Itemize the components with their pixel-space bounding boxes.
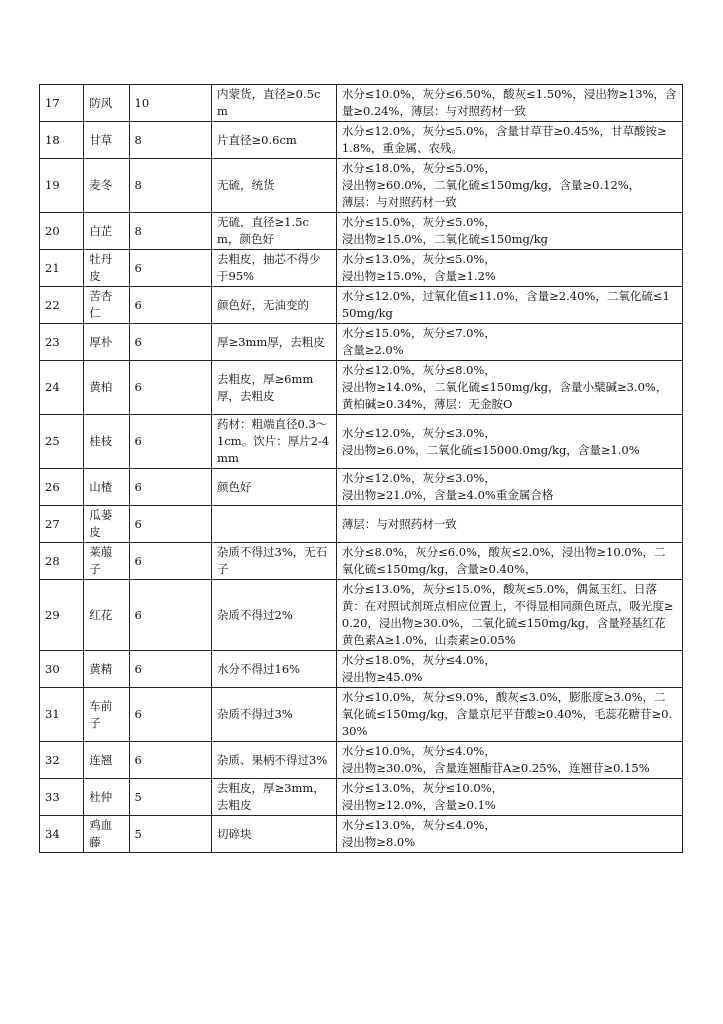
quality-standard-line: 水分≤13.0%，灰分≤5.0%， [341, 252, 496, 266]
table-row [40, 250, 683, 287]
row-number-cell: 23 [40, 324, 84, 361]
grade-cell: 6 [129, 415, 212, 469]
herb-name-cell: 黄精 [84, 651, 129, 688]
herb-spec-table-body [40, 85, 683, 853]
herb-name-cell: 黄柏 [84, 361, 129, 415]
herb-name-cell: 桂枝 [84, 415, 129, 469]
table-row [40, 742, 683, 779]
row-number-cell: 25 [40, 415, 84, 469]
table-row [40, 213, 683, 250]
spec-requirement-cell: 厚≥3mm厚，去粗皮 [212, 324, 337, 361]
row-number-cell: 26 [40, 469, 84, 506]
table-row [40, 688, 683, 742]
spec-requirement-cell: 无硫，直径≥1.5cm，颜色好 [212, 213, 337, 250]
grade-cell: 6 [129, 324, 212, 361]
grade-cell: 6 [129, 651, 212, 688]
table-row [40, 85, 683, 122]
quality-standard-cell [336, 415, 682, 469]
quality-standard-line: 含量≥2.0% [341, 343, 404, 357]
quality-standard-cell [336, 287, 682, 324]
quality-standard-line: 水分≤18.0%，灰分≤5.0%， [341, 161, 496, 175]
table-row [40, 651, 683, 688]
quality-standard-line: 水分≤10.0%，灰分≤9.0%，酸灰≤3.0%，膨胀度≥3.0%，二氧化硫≤150mg/kg，含量京尼平苷酸≥0.40%，毛蕊花糖苷≥0.30% [341, 690, 673, 738]
grade-cell: 6 [129, 469, 212, 506]
row-number-cell: 17 [40, 85, 84, 122]
spec-requirement-cell: 水分不得过16% [212, 651, 337, 688]
quality-standard-line: 浸出物≥15.0%，含量≥1.2% [341, 269, 496, 283]
herb-name-cell: 红花 [84, 580, 129, 651]
quality-standard-cell [336, 816, 682, 853]
grade-cell: 6 [129, 287, 212, 324]
quality-standard-cell [336, 159, 682, 213]
table-row [40, 324, 683, 361]
herb-name-cell: 连翘 [84, 742, 129, 779]
quality-standard-cell [336, 469, 682, 506]
grade-cell: 6 [129, 361, 212, 415]
herb-name-cell: 甘草 [84, 122, 129, 159]
quality-standard-cell [336, 122, 682, 159]
quality-standard-line: 水分≤18.0%，灰分≤4.0%， [341, 653, 496, 667]
herb-name-cell: 车前子 [84, 688, 129, 742]
spec-requirement-cell: 去粗皮，厚≥6mm厚，去粗皮 [212, 361, 337, 415]
quality-standard-line: 水分≤10.0%，灰分≤4.0%， [341, 744, 496, 758]
quality-standard-cell [336, 742, 682, 779]
table-row [40, 506, 683, 543]
quality-standard-line: 水分≤15.0%，灰分≤5.0%， [341, 215, 496, 229]
quality-standard-cell [336, 543, 682, 580]
row-number-cell: 31 [40, 688, 84, 742]
quality-standard-line: 浸出物≥15.0%，二氧化硫≤150mg/kg [341, 232, 549, 246]
quality-standard-line: 水分≤12.0%，灰分≤5.0%，含量甘草苷≥0.45%，甘草酸铵≥1.8%，重金属、农残。 [341, 124, 667, 155]
herb-name-cell: 白芷 [84, 213, 129, 250]
row-number-cell: 20 [40, 213, 84, 250]
spec-requirement-cell: 无硫，统货 [212, 159, 337, 213]
quality-standard-line: 浸出物≥45.0% [341, 670, 423, 684]
table-row [40, 816, 683, 853]
grade-cell: 5 [129, 779, 212, 816]
spec-requirement-cell: 片直径≥0.6cm [212, 122, 337, 159]
spec-requirement-cell: 颜色好，无油变的 [212, 287, 337, 324]
herb-name-cell: 麦冬 [84, 159, 129, 213]
quality-standard-line: 水分≤12.0%，过氧化值≤11.0%，含量≥2.40%，二氧化硫≤150mg/kg [341, 289, 670, 320]
quality-standard-line: 水分≤13.0%，灰分≤4.0%， [341, 818, 496, 832]
spec-requirement-cell: 去粗皮，抽芯不得少于95% [212, 250, 337, 287]
quality-standard-line: 水分≤13.0%，灰分≤15.0%，酸灰≤5.0%，偶氮玉红、日落黄：在对照试剂斑点相应位置上，不得显相同颜色斑点，吸光度≥0.20，浸出物≥30.0%，二氧化硫≤150mg/kg，含量羟基红花黄色素A≥1.0%，山柰素≥0.05% [341, 582, 674, 647]
row-number-cell: 22 [40, 287, 84, 324]
herb-name-cell: 厚朴 [84, 324, 129, 361]
grade-cell: 6 [129, 543, 212, 580]
row-number-cell: 34 [40, 816, 84, 853]
quality-standard-line: 浸出物≥8.0% [341, 835, 416, 849]
quality-standard-line: 水分≤12.0%，灰分≤3.0%， [341, 425, 496, 440]
table-row [40, 287, 683, 324]
quality-standard-cell [336, 779, 682, 816]
quality-standard-line: 水分≤10.0%，灰分≤6.50%，酸灰≤1.50%，浸出物≥13%，含量≥0.24%，薄层：与对照药材一致 [341, 87, 677, 118]
quality-standard-line: 浸出物≥6.0%，二氧化硫≤15000.0mg/kg，含量≥1.0% [341, 442, 640, 457]
herb-name-cell: 防风 [84, 85, 129, 122]
quality-standard-cell [336, 85, 682, 122]
herb-spec-table [39, 84, 683, 853]
quality-standard-line: 浸出物≥12.0%，含量≥0.1% [341, 798, 496, 812]
grade-cell: 6 [129, 742, 212, 779]
quality-standard-cell [336, 213, 682, 250]
herb-name-cell: 山楂 [84, 469, 129, 506]
row-number-cell: 29 [40, 580, 84, 651]
quality-standard-cell [336, 688, 682, 742]
herb-name-cell: 鸡血藤 [84, 816, 129, 853]
quality-standard-line: 水分≤8.0%，灰分≤6.0%，酸灰≤2.0%，浸出物≥10.0%，二氧化硫≤150mg/kg，含量≥0.40%， [341, 545, 666, 576]
spec-requirement-cell: 药材：粗端直径0.3～1cm。饮片：厚片2-4mm [212, 415, 337, 469]
herb-name-cell: 牡丹皮 [84, 250, 129, 287]
grade-cell: 8 [129, 122, 212, 159]
table-row [40, 415, 683, 469]
spec-requirement-cell [212, 506, 337, 543]
spec-requirement-cell: 杂质不得过2% [212, 580, 337, 651]
spec-requirement-cell: 去粗皮，厚≥3mm，去粗皮 [212, 779, 337, 816]
spec-requirement-cell: 颜色好 [212, 469, 337, 506]
table-row [40, 122, 683, 159]
quality-standard-line: 浸出物≥14.0%，二氧化硫≤150mg/kg，含量小檗碱≥3.0%，黄柏碱≥0.34%，薄层：无金胺O [341, 380, 668, 411]
quality-standard-line: 水分≤15.0%，灰分≤7.0%， [341, 326, 496, 340]
quality-standard-cell [336, 250, 682, 287]
row-number-cell: 32 [40, 742, 84, 779]
quality-standard-line: 浸出物≥30.0%，含量连翘酯苷A≥0.25%，连翘苷≥0.15% [341, 761, 650, 775]
table-row [40, 469, 683, 506]
grade-cell: 10 [129, 85, 212, 122]
grade-cell: 6 [129, 580, 212, 651]
row-number-cell: 33 [40, 779, 84, 816]
herb-name-cell: 瓜蒌皮 [84, 506, 129, 543]
row-number-cell: 27 [40, 506, 84, 543]
spec-requirement-cell: 内蒙货，直径≥0.5cm [212, 85, 337, 122]
herb-name-cell: 杜仲 [84, 779, 129, 816]
table-row [40, 361, 683, 415]
grade-cell: 6 [129, 250, 212, 287]
spec-requirement-cell: 杂质、果柄不得过3% [212, 742, 337, 779]
quality-standard-line: 浸出物≥60.0%，二氧化硫≤150mg/kg，含量≥0.12%， [341, 178, 641, 192]
grade-cell: 8 [129, 213, 212, 250]
quality-standard-line: 薄层：与对照药材一致 [341, 195, 457, 209]
quality-standard-line: 浸出物≥21.0%，含量≥4.0%重金属合格 [341, 488, 554, 502]
quality-standard-line: 薄层：与对照药材一致 [341, 516, 457, 531]
grade-cell: 8 [129, 159, 212, 213]
grade-cell: 6 [129, 506, 212, 543]
quality-standard-cell [336, 580, 682, 651]
table-row [40, 779, 683, 816]
quality-standard-cell [336, 651, 682, 688]
grade-cell: 6 [129, 688, 212, 742]
quality-standard-line: 水分≤12.0%，灰分≤8.0%， [341, 363, 496, 377]
table-row [40, 159, 683, 213]
quality-standard-line: 水分≤12.0%，灰分≤3.0%， [341, 471, 496, 485]
row-number-cell: 21 [40, 250, 84, 287]
grade-cell: 5 [129, 816, 212, 853]
row-number-cell: 18 [40, 122, 84, 159]
herb-name-cell: 莱菔子 [84, 543, 129, 580]
quality-standard-line: 水分≤13.0%，灰分≤10.0%， [341, 781, 504, 795]
spec-requirement-cell: 杂质不得过3%，无石子 [212, 543, 337, 580]
row-number-cell: 19 [40, 159, 84, 213]
spec-requirement-cell: 切碎块 [212, 816, 337, 853]
herb-name-cell: 苦杏仁 [84, 287, 129, 324]
spec-requirement-cell: 杂质不得过3% [212, 688, 337, 742]
quality-standard-cell [336, 506, 682, 543]
table-row [40, 543, 683, 580]
row-number-cell: 24 [40, 361, 84, 415]
row-number-cell: 28 [40, 543, 84, 580]
quality-standard-cell [336, 361, 682, 415]
row-number-cell: 30 [40, 651, 84, 688]
table-row [40, 580, 683, 651]
quality-standard-cell [336, 324, 682, 361]
